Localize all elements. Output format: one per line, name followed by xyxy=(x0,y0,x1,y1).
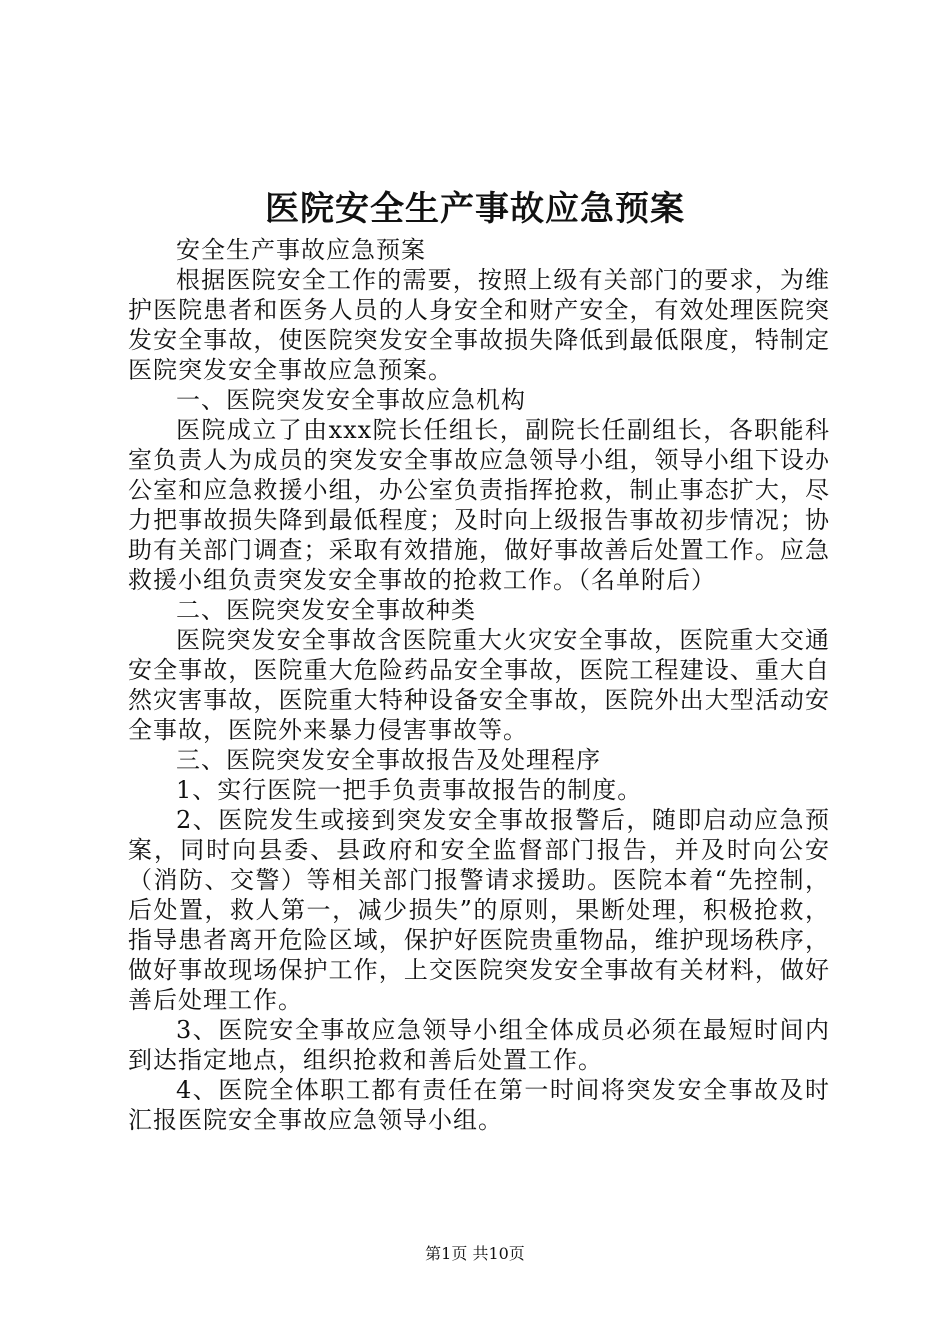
procedure-item-4: 4、医院全体职工都有责任在第一时间将突发安全事故及时汇报医院安全事故应急领导小组。 xyxy=(128,1076,830,1134)
procedure-item-2: 2、医院发生或接到突发安全事故报警后，随即启动应急预案，同时向县委、县政府和安全监督部门报告，并及时向公安（消防、交警）等相关部门报警请求援助。医院本着“先控制，后处置，救人第一，减少损失”的原则，果断处理，积极抢救，指导患者离开危险区域，保护好医院贵重物品，维护现场秩序，做好事故现场保护工作，上交医院突发安全事故有关材料，做好善后处理工作。 xyxy=(128,806,830,1014)
paragraph-intro: 根据医院安全工作的需要，按照上级有关部门的要求，为维护医院患者和医务人员的人身安全和财产安全，有效处理医院突发安全事故，使医院突发安全事故损失降低到最低限度，特制定医院突发安全事故应急预案。 xyxy=(128,266,830,384)
procedure-item-1: 1、实行医院一把手负责事故报告的制度。 xyxy=(176,776,643,804)
procedure-item-3: 3、医院安全事故应急领导小组全体成员必须在最短时间内到达指定地点，组织抢救和善后处置工作。 xyxy=(128,1016,830,1074)
paragraph-organization: 医院成立了由xxx院长任组长，副院长任副组长，各职能科室负责人为成员的突发安全事故应急领导小组，领导小组下设办公室和应急救援小组，办公室负责指挥抢救，制止事态扩大，尽力把事故损失降到最低程度；及时向上级报告事故初步情况；协助有关部门调查；采取有效措施，做好事故善后处置工作。应急救援小组负责突发安全事故的抢救工作。（名单附后） xyxy=(128,416,830,594)
document-title: 医院安全生产事故应急预案 xyxy=(265,189,685,229)
page-number-footer: 第1页 共10页 xyxy=(425,1244,525,1263)
paragraph-accident-types: 医院突发安全事故含医院重大火灾安全事故，医院重大交通安全事故，医院重大危险药品安全事故，医院工程建设、重大自然灾害事故，医院重大特种设备安全事故，医院外出大型活动安全事故，医院外来暴力侵害事故等。 xyxy=(128,626,830,744)
section-heading-1: 一、医院突发安全事故应急机构 xyxy=(176,386,526,414)
section-heading-2: 二、医院突发安全事故种类 xyxy=(176,596,476,624)
paragraph-subtitle: 安全生产事故应急预案 xyxy=(176,236,426,264)
section-heading-3: 三、医院突发安全事故报告及处理程序 xyxy=(176,746,601,774)
document-body xyxy=(128,235,830,1135)
